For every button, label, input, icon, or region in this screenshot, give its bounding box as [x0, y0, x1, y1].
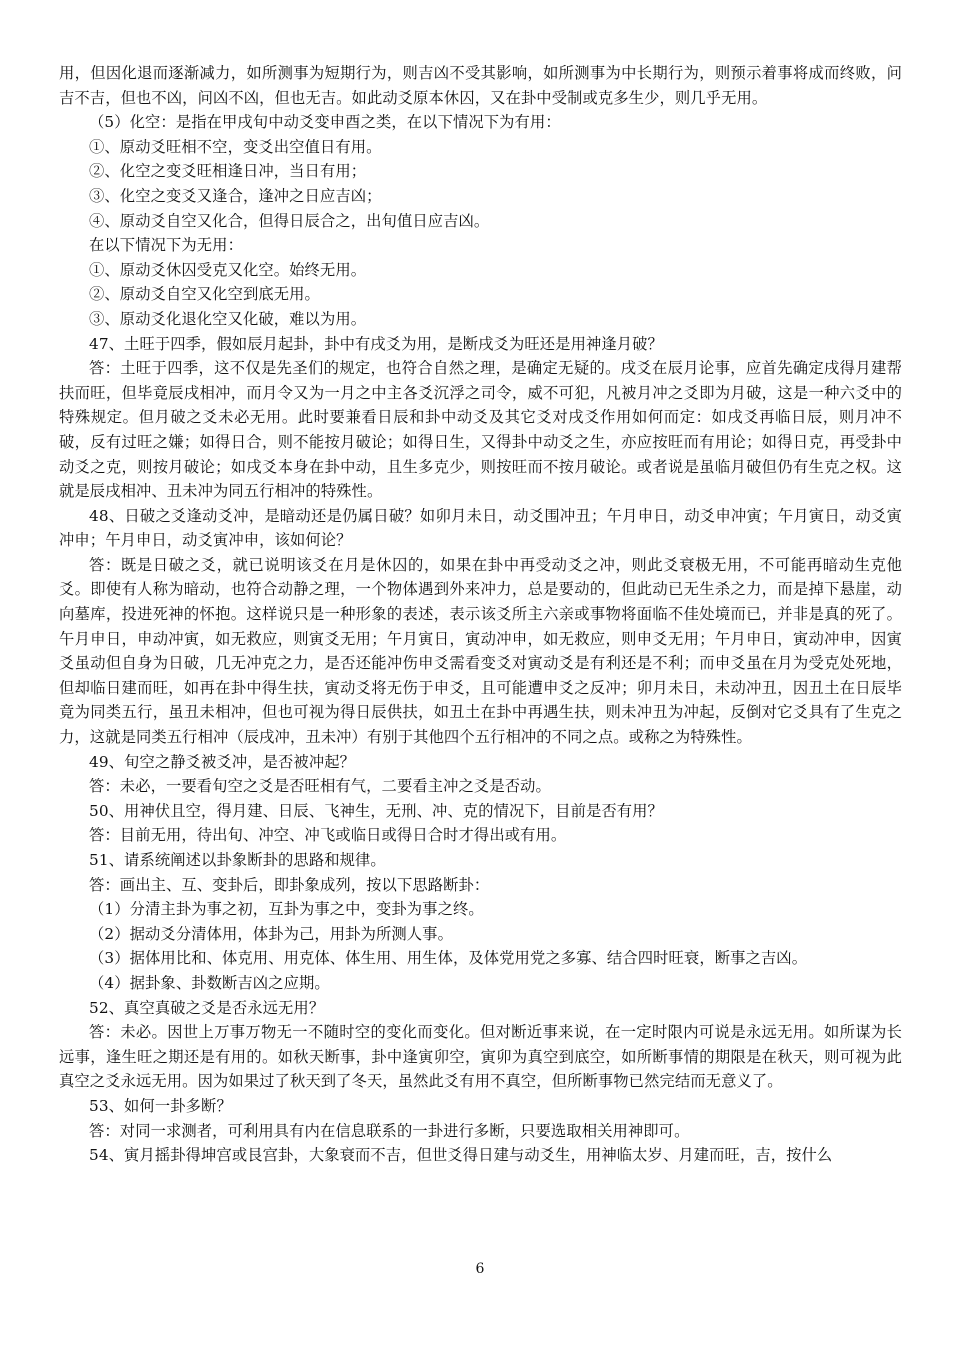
paragraph: 答：既是日破之爻，就已说明该爻在月是休囚的，如果在卦中再受动爻之冲，则此爻衰极无用，不可能再暗动生克他爻。即使有人称为暗动，也符合动静之理，一个物体遇到外来冲力，总是要动的，但此动已无生杀之力，而是掉下悬崖，动向墓库，投进死神的怀抱。这样说只是一种形象的表述，表示该爻所主六亲或事物将面临不佳处境而已，并非是真的死了。午月申日，申动冲寅，如无救应，则寅爻无用；午月寅日，寅动冲申，如无救应，则申爻无用；午月申日，寅动冲申，因寅爻虽动但自身为日破，几无冲克之力，是否还能冲伤申爻需看变爻对寅动爻是有利还是不利；而申爻虽在月为受克处死地，但却临日建而旺，如再在卦中得生扶，寅动爻将无伤于申爻，且可能遭申爻之反冲；卯月未日，未动冲丑，因丑土在日辰毕竟为同类五行，虽丑未相冲，但也可视为得日辰供扶，如丑土在卦中再遇生扶，则未冲丑为冲起，反倒对它爻具有了生克之力，这就是同类五行相冲（辰戌冲，丑未冲）有别于其他四个五行相冲的不同之点。或称之为特殊性。 [59, 555, 902, 747]
paragraph: 答：未必，一要看旬空之爻是否旺相有气，二要看主冲之爻是否动。 [89, 777, 551, 796]
paragraph: 48、日破之爻逢动爻冲，是暗动还是仍属日破？如卯月未日，动爻围冲丑；午月申日，动爻申冲寅；午月寅日，动爻寅冲申；午月申日，动爻寅冲申，该如何论？ [59, 506, 902, 550]
paragraph: 在以下情况下为无用： [89, 236, 243, 255]
paragraph: 54、寅月摇卦得坤宫或艮宫卦，大象衰而不吉，但世爻得日建与动爻生，用神临太岁、月建而旺，吉，按什么 [89, 1146, 833, 1165]
paragraph: 49、旬空之静爻被爻冲，是否被冲起？ [89, 752, 356, 771]
paragraph: ③、化空之变爻又逢合，逢冲之日应吉凶； [89, 186, 382, 205]
paragraph: 答：未必。因世上万事万物无一不随时空的变化而变化。但对断近事来说，在一定时限内可说是永远无用。如所谋为长远事，逢生旺之期还是有用的。如秋天断事，卦中逢寅卯空，寅卯为真空到底空，如所断事情的期限是在秋天，则可视为此真空之爻永远无用。因为如果过了秋天到了冬天，虽然此爻有用不真空，但所断事物已然完结而无意义了。 [59, 1023, 902, 1091]
paragraph: 用，但因化退而逐渐减力，如所测事为短期行为，则吉凶不受其影响，如所测事为中长期行为，则预示着事将成而终败，问吉不吉，但也不凶，问凶不凶，但也无吉。如此动爻原本休囚，又在卦中受制或克多生少，则几乎无用。 [59, 64, 902, 107]
paragraph: 47、土旺于四季，假如辰月起卦，卦中有戌爻为用，是断戌爻为旺还是用神逢月破？ [89, 334, 663, 353]
paragraph: ①、原动爻休囚受克又化空。始终无用。 [89, 260, 367, 279]
paragraph: （5）化空：是指在甲戌旬中动爻变申酉之类，在以下情况下为有用： [89, 113, 561, 132]
paragraph: 51、请系统阐述以卦象断卦的思路和规律。 [89, 851, 386, 869]
paragraph: （3）据体用比和、体克用、用克体、体生用、用生体，及体党用党之多寡、结合四时旺衰，断事之吉凶。 [89, 949, 808, 968]
page-number: 6 [475, 1261, 485, 1277]
paragraph: （1）分清主卦为事之初，互卦为事之中，变卦为事之终。 [89, 900, 484, 919]
paragraph: 答：土旺于四季，这不仅是先圣们的规定，也符合自然之理，是确定无疑的。戌爻在辰月论事，应首先确定戌得月建帮扶而旺，但毕竟辰戌相冲，而月令又为一月之中主各爻沉浮之司令，威不可犯，凡被月冲之爻即为月破，这是一种六爻中的特殊规定。但月破之爻未必无用。此时要兼看日辰和卦中动爻及其它爻对戌爻作用如何而定：如戌爻再临日辰，则月冲不破，反有过旺之嫌；如得日合，则不能按月破论；如得日生，又得卦中动爻之生，亦应按旺而有用论；如得日克，再受卦中动爻之克，则按月破论；如戌爻本身在卦中动，且生多克少，则按旺而不按月破论。或者说是虽临月破但仍有生克之权。这就是辰戌相冲、丑未冲为同五行相冲的特殊性。 [59, 359, 902, 501]
paragraph: 答：目前无用，待出旬、冲空、冲飞或临日或得日合时才得出或有用。 [89, 826, 567, 845]
paragraph: ②、化空之变爻旺相逢日冲，当日有用； [89, 162, 367, 181]
paragraph: 50、用神伏且空，得月建、日辰、飞神生，无刑、冲、克的情况下，目前是否有用？ [89, 801, 663, 820]
paragraph: ③、原动爻化退化空又化破，难以为用。 [89, 309, 367, 328]
paragraph: 答：画出主、互、变卦后，即卦象成列，按以下思路断卦： [89, 875, 490, 894]
paragraph: ④、原动爻自空又化合，但得日辰合之，出旬值日应吉凶。 [89, 211, 490, 230]
text-body [59, 61, 902, 1168]
paragraph: ②、原动爻自空又化空到底无用。 [89, 285, 320, 304]
paragraph: 52、真空真破之爻是否永远无用？ [89, 998, 325, 1017]
paragraph: 53、如何一卦多断？ [89, 1096, 232, 1115]
paragraph: （2）据动爻分清体用，体卦为己，用卦为所测人事。 [89, 924, 453, 943]
paragraph: （4）据卦象、卦数断吉凶之应期。 [89, 973, 330, 992]
paragraph: ①、原动爻旺相不空，变爻出空值日有用。 [89, 137, 382, 156]
paragraph: 答：对同一求测者，可利用具有内在信息联系的一卦进行多断，只要选取相关用神即可。 [89, 1121, 690, 1140]
